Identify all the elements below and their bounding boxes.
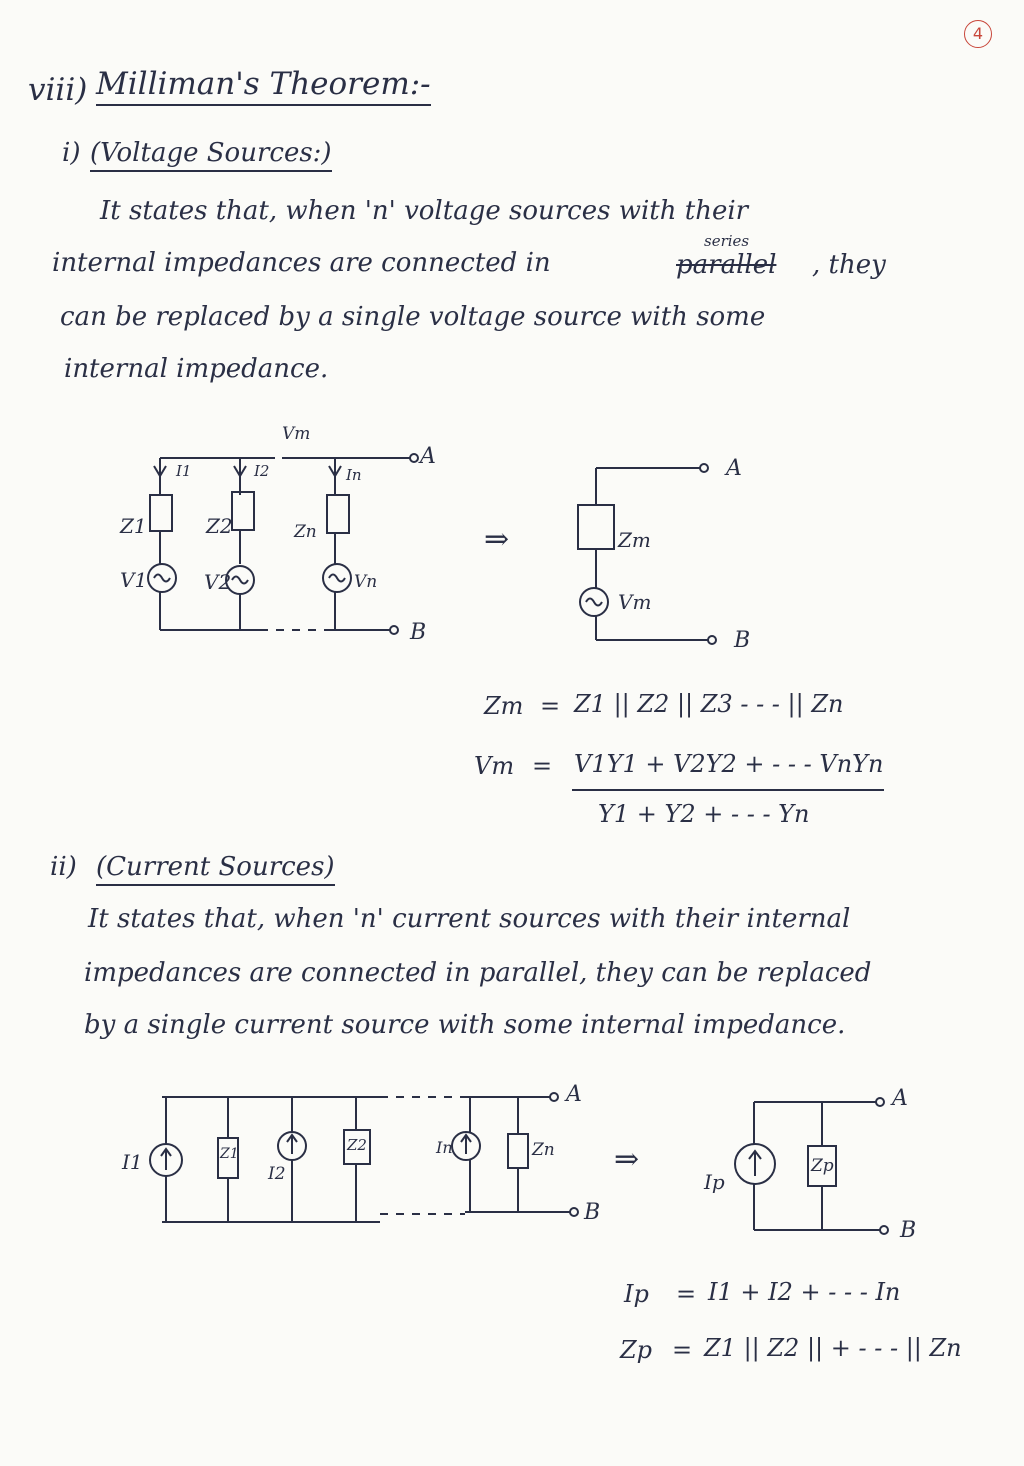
section1-line-3: can be replaced by a single voltage source with some (60, 302, 766, 332)
zm-equals: = (540, 692, 561, 720)
ip-equals: = (676, 1280, 697, 1308)
c1-eq-terminal-a: A (726, 456, 742, 481)
c1-eq-source-label: Vm (618, 590, 652, 614)
c1-eq-impedance-label: Zm (618, 528, 651, 552)
c1-eq-terminal-b-node (708, 636, 716, 644)
vm-numerator: V1Y1 + V2Y2 + - - - VnYn (574, 750, 884, 778)
c2-eq-source-label: Ip (704, 1170, 725, 1194)
section1-label: i) (62, 138, 81, 168)
c1-current-1: I1 (176, 462, 192, 480)
c1-b2-impedance (232, 492, 254, 530)
page-number: 4 (964, 20, 992, 48)
c2-eq-impedance-label: Zp (811, 1156, 834, 1176)
c1-terminal-b-node (390, 626, 398, 634)
c1-impedance-n: Zn (294, 522, 317, 542)
vm-denominator: Y1 + Y2 + - - - Yn (598, 800, 810, 828)
c1-implies-arrow: ⇒ (484, 522, 510, 557)
section1-line-4: internal impedance. (64, 354, 329, 384)
c2-terminal-a-node (550, 1093, 558, 1101)
c2-eq-terminal-a-node (876, 1098, 884, 1106)
c1-impedance-2: Z2 (206, 514, 233, 538)
c1-terminal-a: A (420, 444, 436, 469)
c2-zn-impedance (508, 1134, 528, 1168)
section1-line-1: It states that, when 'n' voltage sources with their (100, 196, 749, 226)
section2-title: (Current Sources) (96, 852, 335, 886)
c1-terminal-b: B (410, 620, 427, 645)
page-title: Milliman's Theorem:- (96, 66, 431, 106)
heading-roman: viii) (28, 72, 88, 108)
c2-source-2: I2 (268, 1164, 286, 1184)
section1-title: (Voltage Sources:) (90, 138, 332, 172)
section2-line-1: It states that, when 'n' current sources with their internal (88, 904, 851, 934)
c2-terminal-b-node (570, 1208, 578, 1216)
zm-lhs: Zm (484, 692, 524, 720)
c2-impedance-n: Zn (532, 1140, 555, 1160)
c1-b2-ac-symbol (232, 577, 248, 584)
vm-lhs: Vm (474, 752, 515, 780)
c1-bn-ac-symbol (329, 575, 345, 582)
section2-line-3: by a single current source with some internal impedance. (84, 1010, 846, 1040)
c1-terminal-a-node (410, 454, 418, 462)
c2-eq-terminal-a: A (892, 1086, 908, 1111)
section2-label: ii) (50, 852, 77, 882)
c2-terminal-a: A (566, 1082, 582, 1107)
vm-equals: = (532, 752, 553, 780)
section1-inserted-word: series (704, 232, 750, 250)
c1-source-n: Vn (354, 572, 378, 592)
c2-eq-terminal-b: B (900, 1218, 917, 1243)
section2-line-2: impedances are connected in parallel, they can be replaced (84, 958, 872, 988)
c1-source-1: V1 (120, 568, 148, 592)
c2-implies-arrow: ⇒ (614, 1142, 640, 1177)
zp-equals: = (672, 1336, 693, 1364)
zm-rhs: Z1 || Z2 || Z3 - - - || Zn (574, 690, 844, 718)
c2-source-n: In (436, 1138, 453, 1157)
ip-rhs: I1 + I2 + - - - In (708, 1278, 901, 1306)
c1-eq-ac-symbol (586, 599, 602, 606)
c1-current-n: In (346, 466, 362, 484)
c1-b1-impedance (150, 495, 172, 531)
ip-lhs: Ip (624, 1280, 649, 1308)
c2-impedance-1: Z1 (220, 1146, 239, 1162)
c1-impedance-1: Z1 (120, 514, 147, 538)
zp-lhs: Zp (620, 1336, 653, 1364)
c1-eq-terminal-a-node (700, 464, 708, 472)
section1-line-2: internal impedances are connected in (52, 248, 551, 278)
section1-struck-word: parallel (676, 250, 777, 280)
c1-b1-ac-symbol (154, 575, 170, 582)
c2-source-1: I1 (122, 1150, 143, 1174)
c1-current-2: I2 (254, 462, 270, 480)
c1-bn-impedance (327, 495, 349, 533)
c1-source-2: V2 (204, 570, 232, 594)
c2-impedance-2: Z2 (347, 1136, 367, 1154)
zp-rhs: Z1 || Z2 || + - - - || Zn (704, 1334, 962, 1362)
c1-eq-terminal-b: B (734, 628, 751, 653)
c2-terminal-b: B (584, 1200, 601, 1225)
c1-eq-impedance (578, 505, 614, 549)
section1-line-2-end: , they (812, 250, 886, 280)
c1-top-label: Vm (282, 424, 311, 444)
c2-eq-terminal-b-node (880, 1226, 888, 1234)
